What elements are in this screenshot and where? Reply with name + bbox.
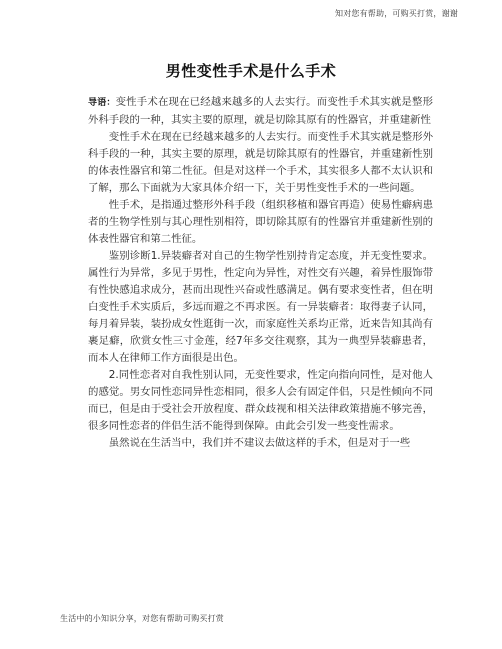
footer-note: 生活中的小知识分享，对您有帮助可购买打赏 [60,614,224,623]
body-paragraph-1: 变性手术在现在已经越来越多的人去实行。而变性手术其实就是整形外科手段的一种，其实主要的原理，就是切除其原有的性器官，并重建新性别的体表性器官和第二性征。但是对这样一个手术，其实很多人都不太认识和了解，那么下面就为大家具体介绍一下，关于男性变性手术的一些问题。 [88,131,433,194]
body-paragraph-2: 性手术，是指通过整形外科手段（组织移植和器官再造）使易性癖病患者的生物学性别与其心理性别相符，即切除其原有的性器官并重建新性别的体表性器官和第二性征。 [88,199,433,245]
body-paragraph-3: 鉴别诊断1.异装癖者对自己的生物学性别持肯定态度，并无变性要求。属性行为异常，多见于男性，性定向为异性，对性交有兴趣，着异性服饰带有性快感追求成分，甚而出现性兴奋或性感满足。偶有要求变性者，但在明白变性手术实质后，多远而避之不再求医。有一异装癖者：取得妻子认同，每月着异装，装扮成女性逛街一次，而家庭性关系均正常，近来告知其尚有裹足癖，欣赏女性三寸金莲，经7年多交往观察，其为一典型异装癖患者，而本人在律师工作方面很是出色。 [88,250,433,364]
body-paragraph-5: 虽然说在生活当中，我们并不建议去做这样的手术，但是对于一些 [108,437,411,449]
document-body [88,94,433,452]
document-title: 男性变性手术是什么手术 [165,62,337,80]
lead-paragraph [88,94,433,129]
lead-text: 变性手术在现在已经越来越多的人去实行。而变性手术其实就是整形外科手段的一种，其实主要的原理，就是切除其原有的性器官，并重建新性 [88,96,433,126]
body-paragraph-4: 2.同性恋者对自我性别认同，无变性要求，性定向指向同性，是对他人的感觉。男女同性恋同异性恋相同，很多人会有固定伴侣，只是性倾向不同而已，但是由于受社会开放程度、群众歧视和相关法律政策措施不够完善，很多同性恋者的伴侣生活不能得到保障。由此会引发一些变性需求。 [88,369,433,432]
lead-label: 导语： [88,98,116,108]
header-note: 知对您有帮助，可购买打赏，谢谢 [335,9,458,18]
